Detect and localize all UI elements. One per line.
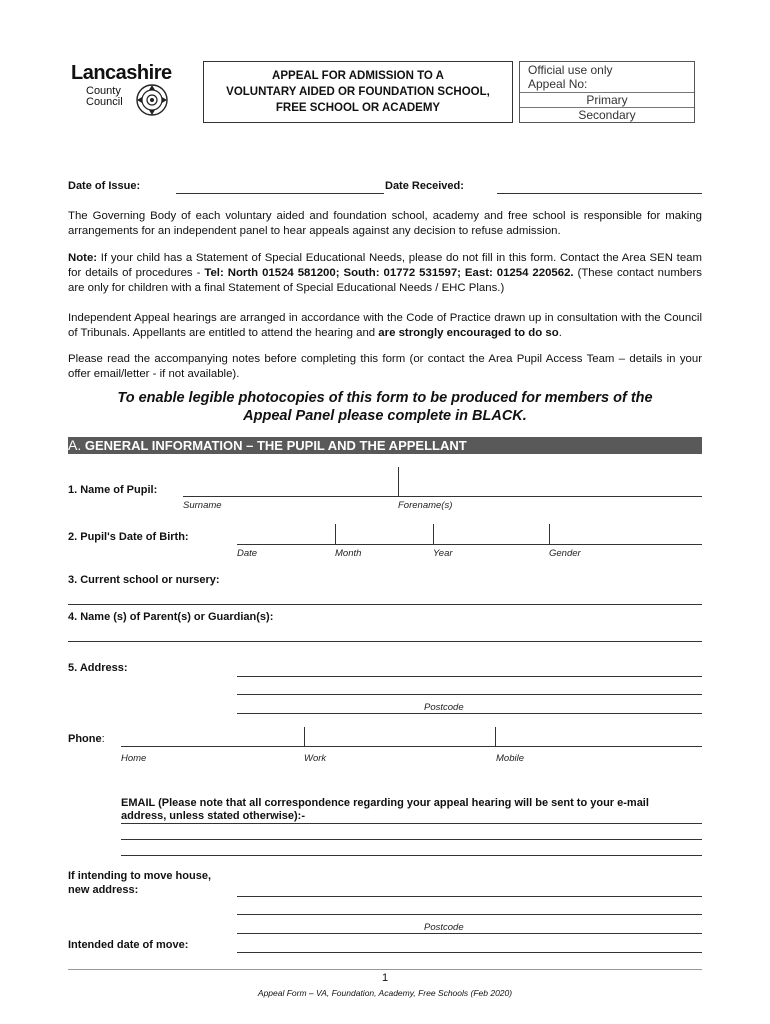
parent-name-label: 4. Name (s) of Parent(s) or Guardian(s): [68,611,274,623]
page-number: 1 [381,972,389,984]
postcode-field[interactable] [237,713,702,714]
sen-note-paragraph: Note: If your child has a Statement of Special Educational Needs, please do not fill in this form. Contact the Area SEN team for details of procedures - Tel: North 01524 581200; South: 01772 531597; East: 01254 220562. (These contact numbers are only for children with a final Statement of Special Educational Needs / EHC Plans.) [68,252,702,294]
new-address-field-line-1[interactable] [237,896,702,897]
new-address-field-line-2[interactable] [237,914,702,915]
rose-emblem-icon [135,83,169,117]
black-ink-instruction: To enable legible photocopies of this form to be produced for members of the Appeal Panel please complete in BLACK. [117,390,653,424]
email-field-line-2[interactable] [121,839,702,840]
date-received-label: Date Received: [385,180,464,192]
phone-label: Phone: [68,733,105,745]
year-caption: Year [433,548,453,559]
dob-divider-2 [433,524,434,544]
form-title-box [203,61,513,123]
move-date-label: Intended date of move: [68,939,189,951]
surname-caption: Surname [183,500,222,511]
new-address-label: If intending to move house, new address: [68,870,211,896]
email-field-line-3[interactable] [121,855,702,856]
mobile-phone-caption: Mobile [496,753,524,764]
accompanying-notes-paragraph: Please read the accompanying notes before completing this form (or contact the Area Pupil Access Team – details in your offer email/letter - if not available). [68,353,702,380]
email-label: EMAIL (Please note that all correspondence regarding your appeal hearing will be sent to your e-mail address, unless stated otherwise):- [121,797,649,822]
logo-subtitle: County Council [86,85,123,108]
current-school-label: 3. Current school or nursery: [68,574,220,586]
pupil-name-field[interactable] [183,496,702,497]
name-divider [398,467,399,496]
move-date-field[interactable] [237,952,702,953]
date-of-issue-label: Date of Issue: [68,180,141,192]
pupil-dob-field[interactable] [237,544,702,545]
new-postcode-caption: Postcode [424,922,464,933]
phone-divider-2 [495,727,496,746]
pupil-dob-label: 2. Pupil's Date of Birth: [68,531,189,543]
phone-divider-1 [304,727,305,746]
gender-caption: Gender [549,548,581,559]
email-field-line-1[interactable] [121,823,702,824]
forename-caption: Forename(s) [398,500,453,511]
dob-divider-3 [549,524,550,544]
logo-wordmark: Lancashire [71,62,172,84]
month-caption: Month [335,548,362,559]
appeal-no-label: Appeal No: [528,77,588,91]
official-use-label: Official use only [528,63,613,77]
secondary-checkbox-label[interactable]: Secondary [520,107,694,122]
current-school-field[interactable] [68,604,702,605]
date-of-issue-field[interactable] [176,193,384,194]
official-use-box [519,61,695,123]
footer-divider [68,969,702,970]
home-phone-caption: Home [121,753,147,764]
form-title-line-3: FREE SCHOOL OR ACADEMY [275,102,441,114]
work-phone-caption: Work [304,753,327,764]
footer-text: Appeal Form – VA, Foundation, Academy, Free Schools (Feb 2020) [257,988,513,998]
phone-field[interactable] [121,746,702,747]
address-field-line-2[interactable] [237,694,702,695]
address-field-line-1[interactable] [237,676,702,677]
date-received-field[interactable] [497,193,702,194]
primary-checkbox-label[interactable]: Primary [520,92,694,107]
new-postcode-field[interactable] [237,933,702,934]
form-title-line-1: APPEAL FOR ADMISSION TO A [272,70,444,82]
form-title-line-2: VOLUNTARY AIDED OR FOUNDATION SCHOOL, [226,86,490,98]
postcode-caption: Postcode [424,702,464,713]
parent-name-field[interactable] [68,641,702,642]
pupil-name-label: 1. Name of Pupil: [68,484,158,496]
address-label: 5. Address: [68,662,128,674]
dob-divider-1 [335,524,336,544]
appeal-hearings-paragraph: Independent Appeal hearings are arranged in accordance with the Code of Practice drawn up in consultation with the Council of Tribunals. Appellants are entitled to attend the hearing and are strongly encouraged to do so. [68,312,702,339]
intro-paragraph: The Governing Body of each voluntary aided and foundation school, academy and free school is responsible for making arrangements for an independent panel to hear appeals against any decision to refuse admission. [68,210,702,237]
date-caption: Date [237,548,258,559]
section-a-header: A. GENERAL INFORMATION – THE PUPIL AND THE APPELLANT [68,437,702,454]
